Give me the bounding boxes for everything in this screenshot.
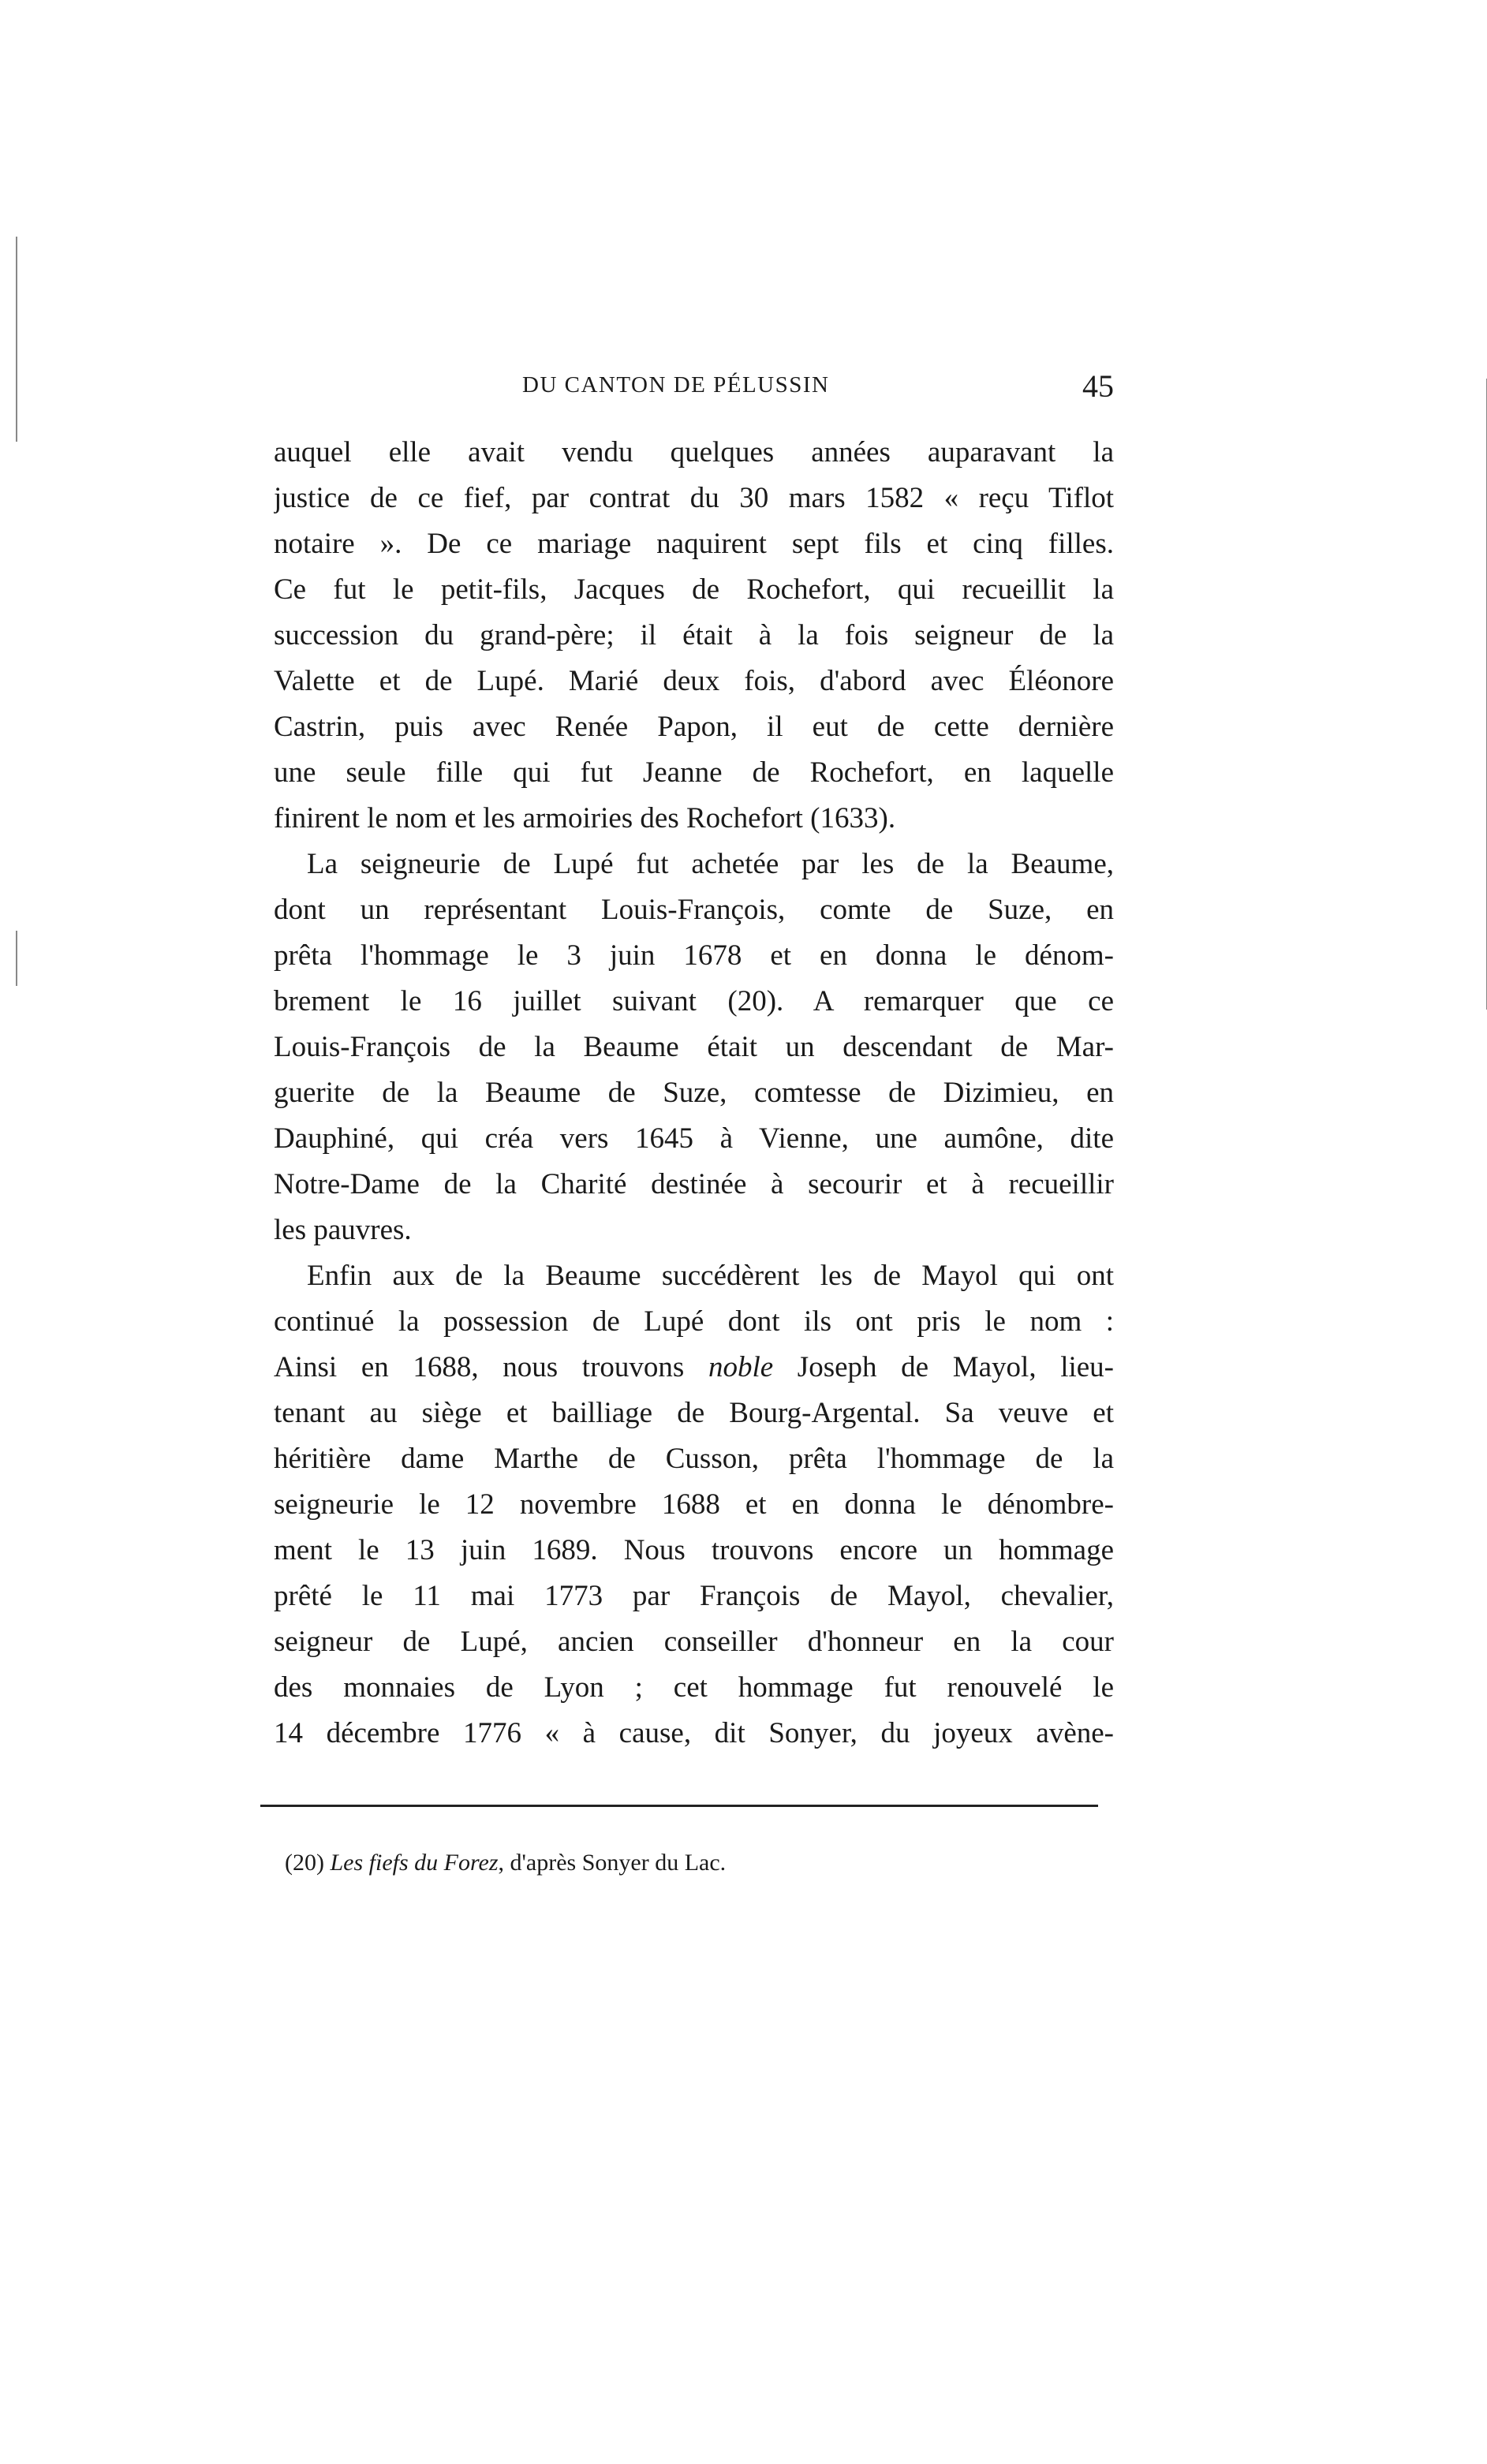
- footnote: [285, 1850, 726, 1876]
- text-line: continué la possession de Lupé dont ils ont pris le nom :: [274, 1305, 1114, 1338]
- text-line: [274, 1345, 1114, 1391]
- text-line: notaire ». De ce mariage naquirent sept fils et cinq filles.: [274, 528, 1114, 560]
- footnote-number: (20): [285, 1850, 324, 1876]
- text-line: Dauphiné, qui créa vers 1645 à Vienne, une aumône, dite: [274, 1122, 1114, 1155]
- text-line: Castrin, puis avec Renée Papon, il eut de cette dernière: [274, 711, 1114, 743]
- text-line: Enfin aux de la Beaume succédèrent les de Mayol qui ont: [307, 1260, 1114, 1292]
- text-segment: Joseph de Mayol, lieu-: [773, 1351, 1114, 1383]
- text-line: héritière dame Marthe de Cusson, prêta l'hommage de la: [274, 1443, 1114, 1475]
- text-line: prêté le 11 mai 1773 par François de Mayol, chevalier,: [274, 1580, 1114, 1612]
- text-line: Ce fut le petit-fils, Jacques de Rochefort, qui recueillit la: [274, 573, 1114, 606]
- text-line: des monnaies de Lyon ; cet hommage fut renouvelé le: [274, 1671, 1114, 1704]
- text-line: justice de ce fief, par contrat du 30 mars 1582 « reçu Tiflot: [274, 482, 1114, 514]
- page-number: 45: [1082, 368, 1114, 404]
- text-line: Notre-Dame de la Charité destinée à secourir et à recueillir: [274, 1168, 1114, 1200]
- text-line: prêta l'hommage le 3 juin 1678 et en donna le dénom-: [274, 939, 1114, 972]
- text-line: Valette et de Lupé. Marié deux fois, d'abord avec Éléonore: [274, 665, 1114, 697]
- text-line: Louis-François de la Beaume était un descendant de Mar-: [274, 1031, 1114, 1063]
- text-line: seigneur de Lupé, ancien conseiller d'honneur en la cour: [274, 1626, 1114, 1658]
- text-line: succession du grand-père; il était à la fois seigneur de la: [274, 619, 1114, 651]
- paragraph: [274, 1253, 1114, 1757]
- running-title: DU CANTON DE PÉLUSSIN: [522, 372, 830, 398]
- text-line: une seule fille qui fut Jeanne de Rochefort, en laquelle: [274, 756, 1114, 789]
- text-line: dont un représentant Louis-François, comte de Suze, en: [274, 894, 1114, 926]
- footnote-text: , d'après Sonyer du Lac.: [498, 1850, 727, 1876]
- text-line: finirent le nom et les armoiries des Rochefort (1633).: [274, 802, 896, 834]
- text-line: tenant au siège et bailliage de Bourg-Argental. Sa veuve et: [274, 1397, 1114, 1429]
- paragraph: [274, 842, 1114, 1253]
- footnote-rule: [260, 1805, 1098, 1807]
- text-line: La seigneurie de Lupé fut achetée par les de la Beaume,: [307, 848, 1114, 880]
- scan-margin-mark: [16, 237, 17, 442]
- scan-margin-mark: [16, 931, 17, 986]
- paragraph: [274, 430, 1114, 842]
- text-line: auquel elle avait vendu quelques années auparavant la: [274, 436, 1114, 469]
- text-line: les pauvres.: [274, 1214, 412, 1246]
- text-segment: Ainsi en 1688, nous trouvons: [274, 1351, 708, 1383]
- footnote-title: Les fiefs du Forez: [330, 1850, 499, 1876]
- body-text: [274, 430, 1114, 1757]
- italic-word: noble: [708, 1351, 774, 1383]
- text-line: seigneurie le 12 novembre 1688 et en donna le dénombre-: [274, 1488, 1114, 1521]
- text-line: guerite de la Beaume de Suze, comtesse de Dizimieu, en: [274, 1077, 1114, 1109]
- text-line: brement le 16 juillet suivant (20). A remarquer que ce: [274, 985, 1114, 1017]
- text-line: 14 décembre 1776 « à cause, dit Sonyer, du joyeux avène-: [274, 1717, 1114, 1749]
- text-line: ment le 13 juin 1689. Nous trouvons encore un hommage: [274, 1534, 1114, 1566]
